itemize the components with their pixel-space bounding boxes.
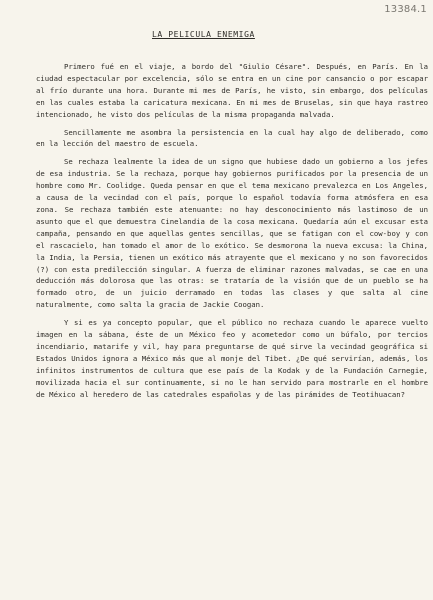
paragraph: Y si es ya concepto popular, que el público no rechaza cuando le aparece vuelto imagen en la sábana, éste de un México feo y acometedor como un búfalo, por tercios incendiario, matarife y vil, hay para preguntarse de qué sirve la vecindad geográfica si Estados Unidos ignora a México más que al monje del Tibet. ¿De qué servirían, además, los infinitos instrumentos de cultura que ese país de la Kodak y de la Fundación Carnegie, movilizada hacia el sur continuamente, si no le han servido para mostrarle en el hombre de México al heredero de las catedrales españolas y de las pirámides de Teotihuacan?: [36, 318, 428, 399]
paragraph: Se rechaza lealmente la idea de un signo que hubiese dado un gobierno a los jefes de esa industria. Se la rechaza, porque hay gobiernos purificados por la presencia de un hombre como Mr. Coolidge. Queda pensar en que el tema mexicano prevalezca en Los Angeles, a causa de la vecindad con el país, porque lo español todavía forma atmósfera en esa zona. Se rechaza también este atenuante: no hay desconocimiento más lastimoso de un asunto que el que demuestra Cinelandia de la cosa mexicana. Quedaría aún el excusar esta campaña, pensando en que aquellas gentes sencillas, que se fatigan con el cow-boy y con el rascacielo, han tomado el amor de lo exótico. Se desmorona la nueva excusa: la China, la India, la Persia, tienen un exótico más atrayente que el mexicano y no son favorecidos (?) con esta predilección singular. A fuerza de eliminar razones malvadas, se cae en una deducción más dolorosa que las otras: se trataría de la visión que de un pueblo se ha formado otro, de un juicio derramado en todas las clases y que salta al cine naturalmente, como salta la gracia de Jackie Coogan.: [36, 157, 428, 310]
paragraph: Sencillamente me asombra la persistencia en la cual hay algo de deliberado, como en la lección del maestro de escuela.: [36, 127, 428, 149]
document-title: LA PELICULA ENEMIGA: [152, 30, 255, 39]
folio-number: 13384.1: [384, 4, 427, 15]
document-body: [36, 61, 428, 400]
paragraph: Primero fué en el viaje, a bordo del "Giulio Césare". Después, en París. En la ciudad espectacular por excelencia, sólo se entra en un cine por cansancio o por escapar al frío durante una hora. Durante mi mes de París, he visto, sin embargo, dos películas en las cuales estaba la caricatura mexicana. En mi mes de Bruselas, sin que haya rastreo intencionado, he visto dos películas de la misma propaganda malvada.: [36, 62, 428, 119]
